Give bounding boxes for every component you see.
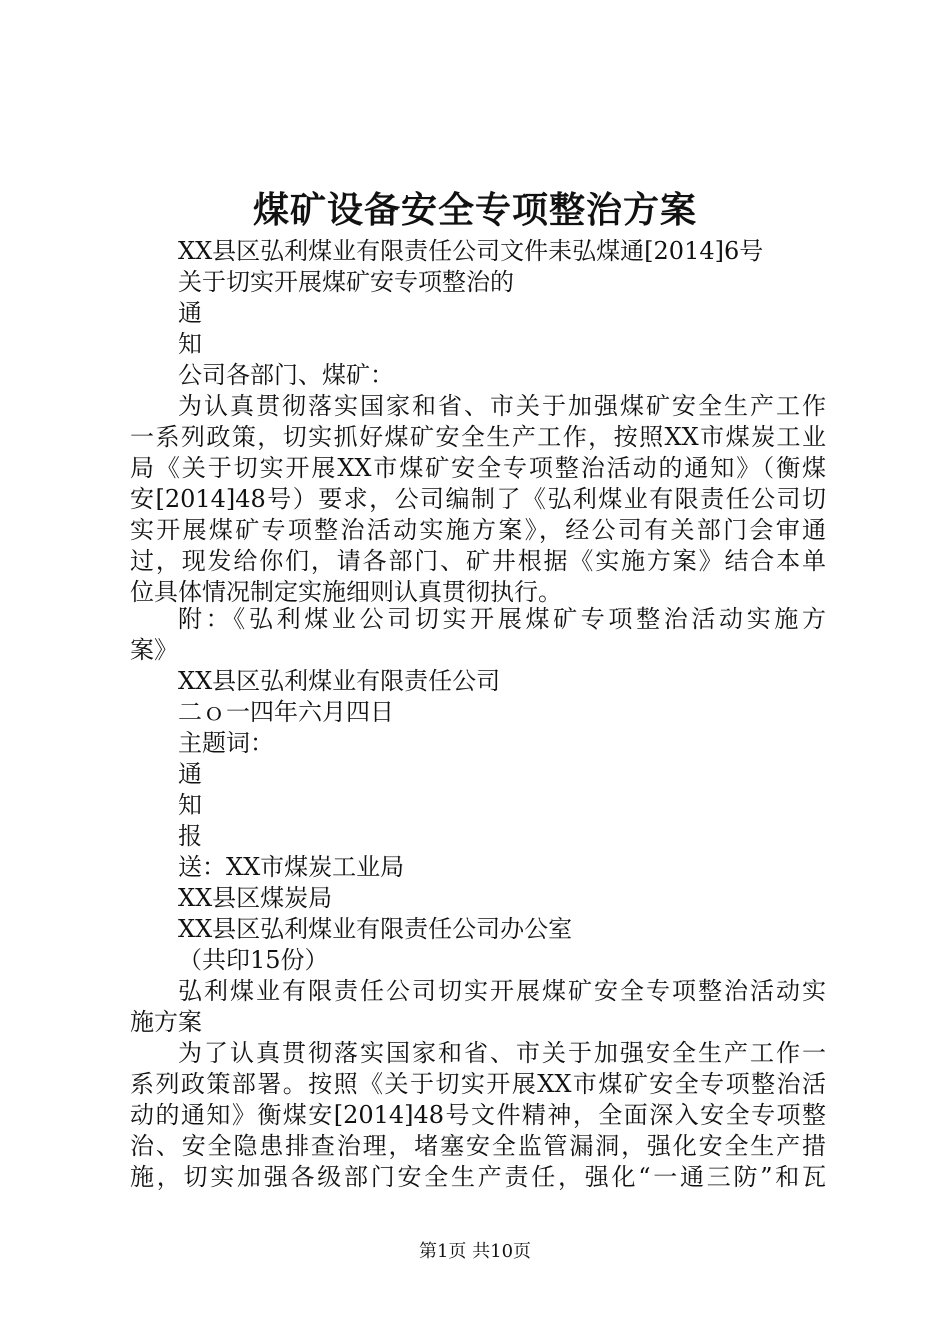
paragraph-line: 局《关于切实开展XX市煤矿安全专项整治活动的通知》（衡煤	[130, 454, 826, 482]
report-to-char: 报	[178, 822, 202, 850]
issue-date: 二ｏ一四年六月四日	[178, 698, 394, 726]
paragraph-line: 系列政策部署。按照《关于切实开展XX市煤矿安全专项整治活	[130, 1070, 826, 1098]
paragraph-line: 过，现发给你们，请各部门、矿井根据《实施方案》结合本单	[130, 547, 826, 575]
notice-heading-line: 关于切实开展煤矿安专项整治的	[178, 268, 514, 296]
notice-heading-char: 知	[178, 330, 202, 358]
issuer-name: XX县区弘利煤业有限责任公司	[178, 667, 501, 695]
paragraph-line: 一系列政策，切实抓好煤矿安全生产工作，按照XX市煤炭工业	[130, 423, 826, 451]
paragraph-line: 实开展煤矿专项整治活动实施方案》，经公司有关部门会审通	[130, 516, 826, 544]
paragraph-line: 施，切实加强各级部门安全生产责任，强化“一通三防”和瓦	[130, 1163, 826, 1191]
notice-heading-char: 通	[178, 299, 202, 327]
report-to-line: XX县区煤炭局	[178, 884, 333, 912]
paragraph-line: 为了认真贯彻落实国家和省、市关于加强安全生产工作一	[178, 1039, 826, 1067]
subject-keywords-label: 主题词：	[178, 729, 274, 757]
attachment-line: 案》	[130, 636, 178, 664]
paragraph-line: 位具体情况制定实施细则认真贯彻执行。	[130, 578, 562, 606]
report-to-line: 送：XX市煤炭工业局	[178, 853, 405, 881]
plan-title-line: 施方案	[130, 1008, 202, 1036]
plan-title-line: 弘利煤业有限责任公司切实开展煤矿安全专项整治活动实	[178, 977, 826, 1005]
paragraph-line: 安[2014]48号）要求，公司编制了《弘利煤业有限责任公司切	[130, 485, 826, 513]
subject-keyword-char: 知	[178, 791, 202, 819]
subject-keyword-char: 通	[178, 760, 202, 788]
paragraph-line: 为认真贯彻落实国家和省、市关于加强煤矿安全生产工作	[178, 392, 826, 420]
document-title: 煤矿设备安全专项整治方案	[252, 189, 697, 231]
page-number-footer: 第1页 共10页	[418, 1241, 532, 1262]
print-count: （共印15份）	[178, 946, 329, 974]
document-number-line: XX县区弘利煤业有限责任公司文件耒弘煤通[2014]6号	[178, 237, 764, 265]
report-to-line: XX县区弘利煤业有限责任公司办公室	[178, 915, 573, 943]
salutation: 公司各部门、煤矿：	[178, 361, 394, 389]
paragraph-line: 治、安全隐患排查治理，堵塞安全监管漏洞，强化安全生产措	[130, 1132, 826, 1160]
attachment-line: 附：《弘利煤业公司切实开展煤矿专项整治活动实施方	[178, 605, 826, 633]
paragraph-line: 动的通知》衡煤安[2014]48号文件精神，全面深入安全专项整	[130, 1101, 826, 1129]
